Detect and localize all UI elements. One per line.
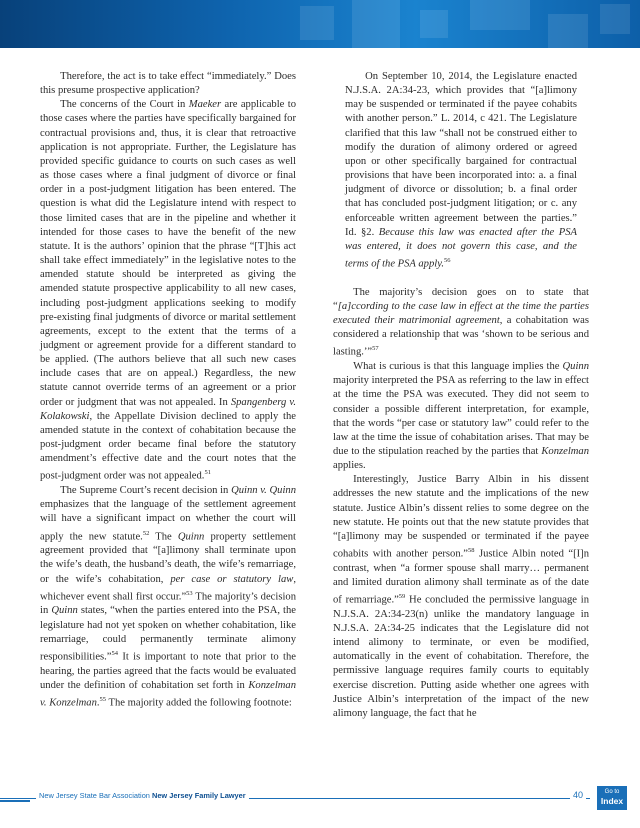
- text-run: Interestingly, Justice Barry Albin in his dissent addresses the new statute and the implications of the new statute. Justice Albin’s dissent relies to some degree on the new statute. He points out that the new statute provides that “[a]limony may be suspended or terminated if the payee cohabits with another person.”: [333, 474, 589, 560]
- text-run: emphasizes that the language of the settlement agreement will have a significant impact on whether the court will apply the new statute.: [40, 499, 296, 543]
- footnote-ref: 54: [111, 649, 118, 657]
- footer-rule-accent: [0, 800, 30, 802]
- footnote-ref: 52: [142, 529, 150, 537]
- text-run: The majority’s decision in: [40, 591, 296, 617]
- paragraph: [40, 70, 296, 98]
- publication-name: New Jersey Family Lawyer: [151, 791, 246, 800]
- goto-label: Go to: [604, 789, 620, 795]
- text-run: What is curious is that this language implies the: [353, 361, 563, 373]
- case-name: Quinn v. Quinn: [231, 485, 296, 497]
- text-run: The majority added the following footnote:: [106, 697, 292, 709]
- go-to-index-button[interactable]: [597, 786, 627, 810]
- page-footer: [0, 788, 640, 828]
- page-number: 40: [570, 790, 586, 800]
- text-run: The majority’s decision goes on to state that “: [333, 286, 589, 312]
- emphasis: Because this law was enacted after the PSA was entered, it does not govern this case, and the terms of the PSA apply.: [345, 226, 578, 270]
- emphasis: [a]ccording to the case law in effect at the time the parties executed their matrimonial agreement: [333, 300, 589, 327]
- text-run: He concluded the permissive language in N.J.S.A. 2A:34-23(n) unlike the mandatory language in N.J.S.A. 2A:34-25 indicates that the Legislature did not intend alimony to terminate, or even be modified, automatically in the event of cohabitation. Therefore, the permissive language requires family courts to equitably exercise discretion. Putting aside whether one agrees with Justice Albin’s interpretation of the impact of the new alimony language, the fact that he: [333, 594, 589, 719]
- footnote-ref: 55: [99, 695, 107, 703]
- text-run: applies.: [333, 460, 366, 472]
- footnote-ref: 57: [372, 345, 379, 353]
- text-run: are applicable to those cases where the parties have specifically bargained for contractual provisions and, thus, it is clear that retroactive application is not appropriate. Further, the Legislature has provided specific guidance to courts on such cases as well as those cases where a final judgment of divorce or final order in a post-judgment litigation has been entered. The question is what did the Legislature intend with respect to those limited cases that are in the pipeline and whether it intended for those cases to have the benefit of the new statute. It is the authors’ opinion that the phrase “[T]his act shall take effect immediately” in the legislative notes to the amended statute should be interpreted as giving the amended statute prospective applicability to all new cases, including post-judgment applications seeking to modify pre-existing final judgments of divorce or marital settlement agreements, except to the extent that the terms of a judgment or agreement provide for a different standard to be applied. (The authors believe that all such new cases include cases that are on appeal.) Regardless, the new statute cannot override terms of an agreement or a prior order or judgment that was not appealed. In: [40, 99, 296, 408]
- left-column: [40, 70, 296, 711]
- text-run: The concerns of the Court in: [60, 99, 189, 111]
- case-name: Quinn: [177, 531, 205, 543]
- paragraph: [333, 473, 589, 721]
- text-run: On September 10, 2014, the Legislature enacted N.J.S.A. 2A:34-23, which provides that “[a]limony may be suspended or terminated if the payee cohabits with another person.” L. 2014, c 421. The Legislature clarified that this law “shall not be construed either to modify the duration of alimony ordered or agreed upon or other specifically bargained for contractual provisions that have been incorporated into: a. a final judgment of divorce or dissolution; b. a final order that has concluded post-judgment litigation; or c. any enforceable written agreement between the parties.” Id. §2.: [345, 71, 577, 238]
- case-name: Konzelman v. Konzelman: [40, 679, 296, 709]
- right-column: [333, 70, 589, 721]
- text-run: majority interpreted the PSA as referring to the law in effect at the time the PSA was executed. They did not seem to consider a possible different interpretation, for example, that the words “per case or statutory law” could refer to the law at the time the issue of cohabitation arises. That may be due to the stipulation reached by the parties that: [333, 375, 589, 457]
- index-label: Index: [600, 796, 624, 806]
- case-name: Quinn: [562, 361, 589, 373]
- text-run: , a cohabitation was considered a relationship that was ‘shown to be serious and lasting.’”: [333, 315, 589, 358]
- text-run: property settlement agreement provided that “[a]limony shall terminate upon the wife’s death, the husband’s death, the wife’s remarriage, or the wife’s cohabitation,: [40, 531, 297, 585]
- case-name: Spangenberg v. Kolakowski: [40, 396, 296, 422]
- association-name: New Jersey State Bar Association: [39, 791, 150, 800]
- footnote-ref: 58: [468, 547, 475, 555]
- header-banner: [0, 0, 640, 48]
- text-run: , whichever event shall first occur.”: [40, 573, 297, 603]
- paragraph: [40, 98, 296, 484]
- paragraph: [333, 286, 589, 360]
- footnote-ref: 53: [186, 589, 193, 597]
- case-name: Konzelman: [541, 445, 589, 457]
- paragraph: [40, 484, 296, 710]
- footnote-ref: 56: [443, 257, 451, 265]
- footnote-ref: 51: [204, 469, 211, 477]
- case-name: Quinn: [51, 605, 78, 617]
- text-run: It is important to note that prior to the hearing, the parties agreed that the facts would be evaluated under the definition of cohabitation set forth in: [40, 651, 296, 691]
- text-run: The: [149, 531, 178, 543]
- text-run: Therefore, the act is to take effect “immediately.” Does this presume prospective application?: [40, 71, 296, 97]
- text-run: The Supreme Court’s recent decision in: [60, 485, 232, 497]
- emphasis: per case or statutory law: [170, 573, 294, 585]
- text-run: Justice Albin noted “[I]n contrast, when “a former spouse shall marry… permanent and limited duration alimony shall terminate as of the date of remarriage.”: [333, 548, 589, 606]
- text-run: .: [96, 697, 100, 709]
- footnote-ref: 59: [398, 593, 406, 601]
- text-run: states, “when the parties entered into the PSA, the legislature had not yet spoken on whether cohabitation, like remarriage, could permanently terminate alimony responsibilities.”: [40, 605, 297, 663]
- paragraph: [333, 70, 589, 272]
- text-run: , the Appellate Division declined to apply the amended statute in the context of cohabitation because the post-judgment order became final before the statutory amendment’s effective date and the court notes that the post-judgment order was not appealed.: [40, 410, 296, 482]
- case-name: Maeker: [188, 99, 222, 111]
- paragraph: [333, 360, 589, 473]
- footer-publication: [36, 791, 249, 800]
